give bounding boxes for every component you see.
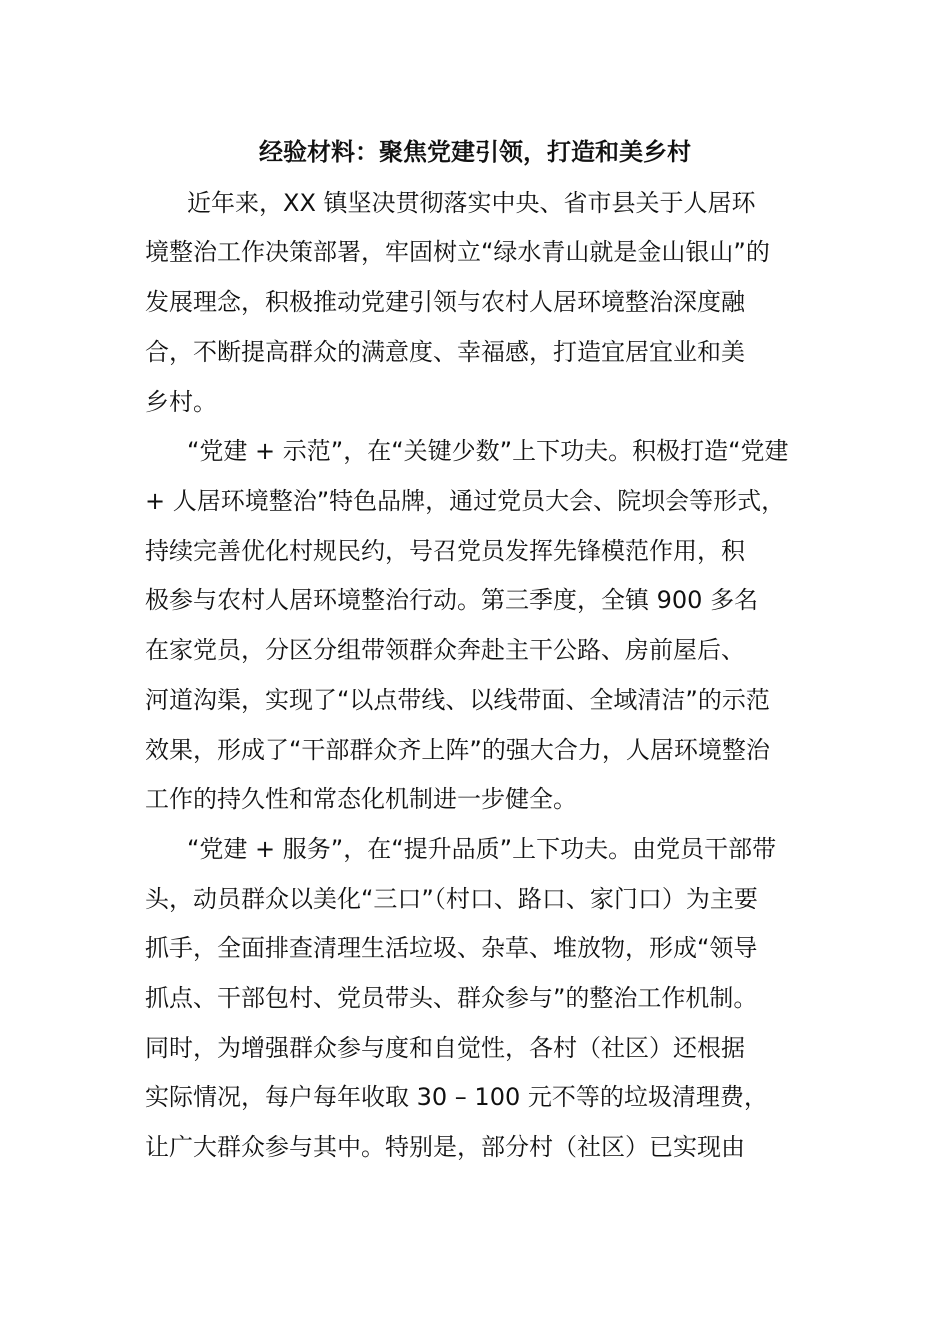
- paragraph-1-line-4: 合，不断提高群众的满意度、幸福感，打造宜居宜业和美: [145, 338, 745, 366]
- paragraph-2-line-6: 河道沟渠，实现了“以点带线、以线带面、全域清洁”的示范: [145, 686, 770, 714]
- paragraph-1-line-3: 发展理念，积极推动党建引领与农村人居环境整治深度融: [145, 288, 745, 316]
- paragraph-3-line-5: 同时，为增强群众参与度和自觉性，各村（社区）还根据: [145, 1034, 745, 1062]
- paragraph-2-line-2: + 人居环境整治”特色品牌，通过党员大会、院坝会等形式，: [145, 487, 786, 515]
- paragraph-2-line-7: 效果，形成了“干部群众齐上阵”的强大合力，人居环境整治: [145, 736, 770, 764]
- paragraph-2-line-1: “党建 + 示范”，在“关键少数”上下功夫。积极打造“党建: [187, 437, 789, 465]
- paragraph-1-line-1: 近年来，XX 镇坚决贯彻落实中央、省市县关于人居环: [187, 189, 756, 217]
- paragraph-1-line-5: 乡村。: [145, 388, 217, 416]
- paragraph-2-line-5: 在家党员，分区分组带领群众奔赴主干公路、房前屋后、: [145, 636, 745, 664]
- paragraph-3-line-7: 让广大群众参与其中。特别是，部分村（社区）已实现由: [145, 1133, 745, 1161]
- paragraph-3-line-4: 抓点、干部包村、党员带头、群众参与”的整治工作机制。: [145, 984, 758, 1012]
- paragraph-3-line-3: 抓手，全面排查清理生活垃圾、杂草、堆放物，形成“领导: [145, 934, 758, 962]
- document-title: 经验材料：聚焦党建引领，打造和美乡村: [259, 138, 691, 166]
- paragraph-3-line-2: 头，动员群众以美化“三口”（村口、路口、家门口）为主要: [145, 885, 758, 913]
- paragraph-3-line-6: 实际情况，每户每年收取 30 – 100 元不等的垃圾清理费，: [145, 1083, 768, 1111]
- paragraph-3-line-1: “党建 + 服务”，在“提升品质”上下功夫。由党员干部带: [187, 835, 777, 863]
- paragraph-2-line-4: 极参与农村人居环境整治行动。第三季度，全镇 900 多名: [145, 586, 759, 614]
- paragraph-1-line-2: 境整治工作决策部署，牢固树立“绿水青山就是金山银山”的: [145, 238, 770, 266]
- paragraph-2-line-3: 持续完善优化村规民约，号召党员发挥先锋模范作用，积: [145, 537, 745, 565]
- paragraph-2-line-8: 工作的持久性和常态化机制进一步健全。: [145, 785, 577, 813]
